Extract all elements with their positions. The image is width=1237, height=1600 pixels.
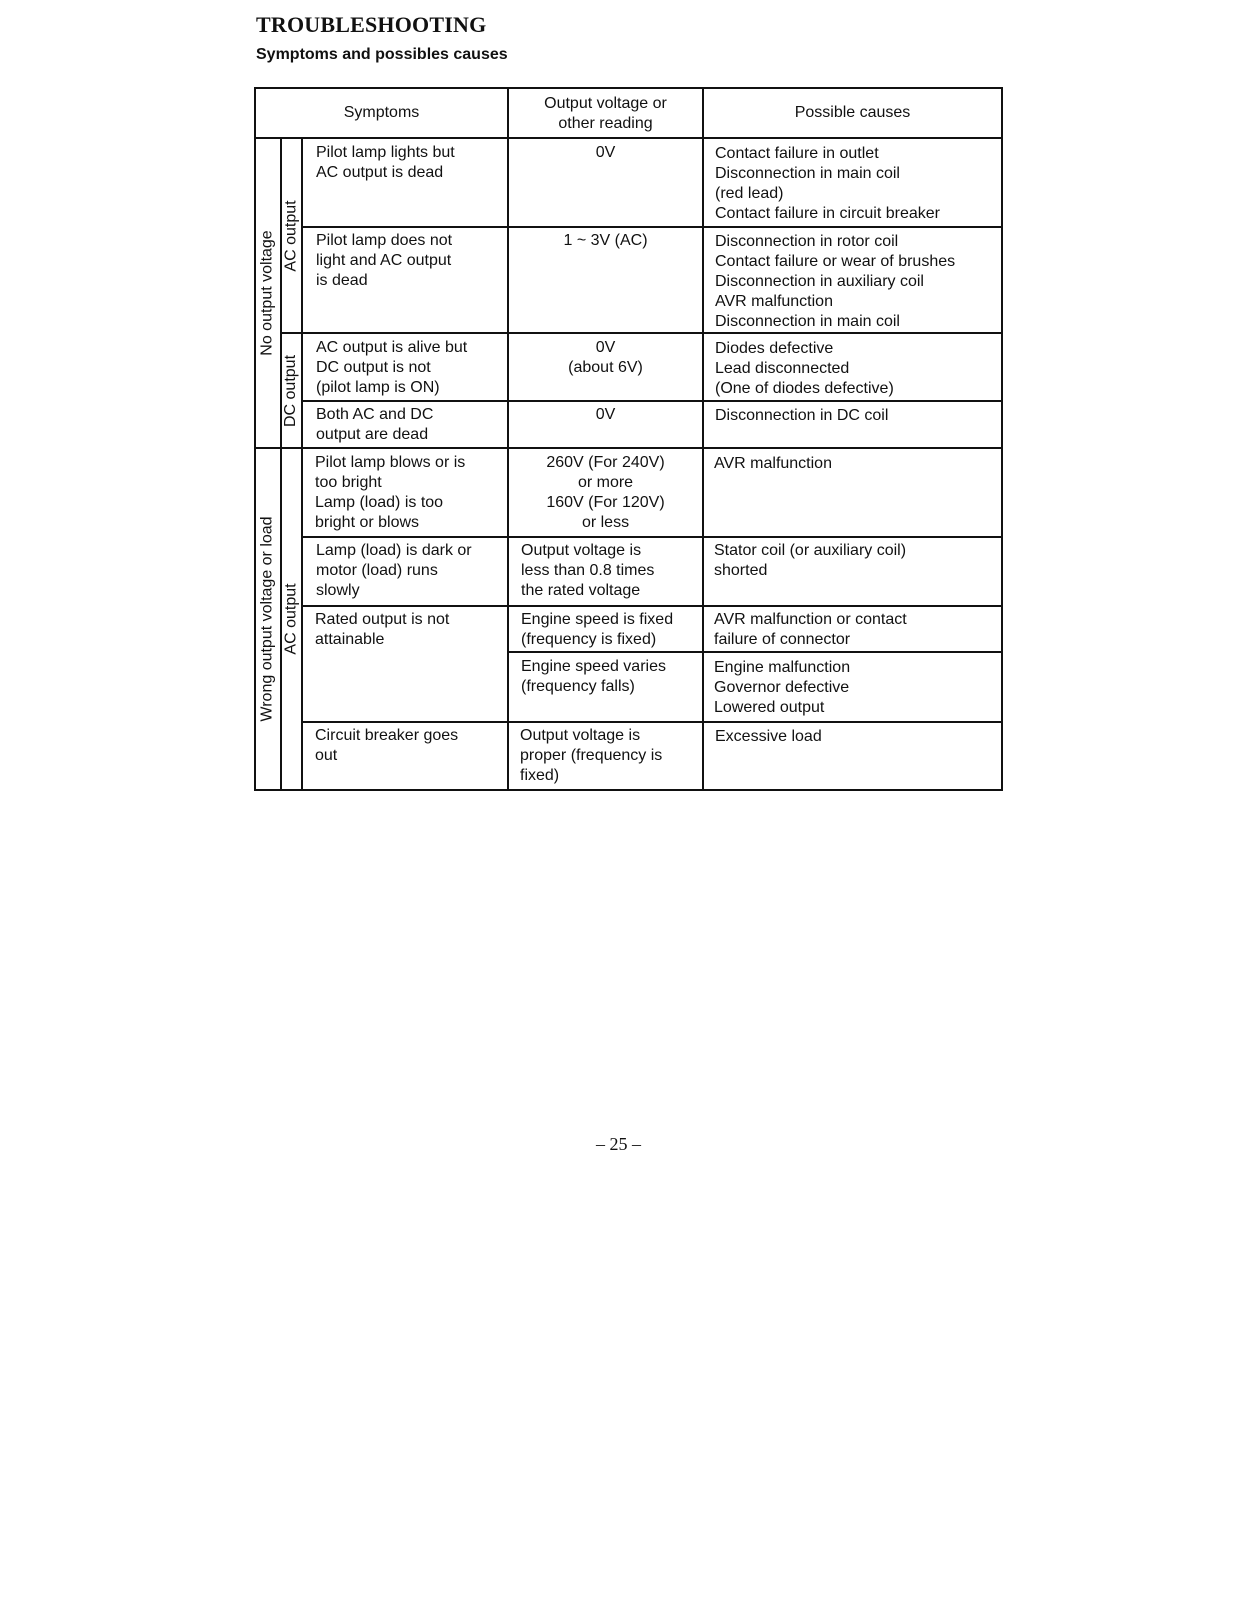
group-label-wrong-output: Wrong output voltage or load	[259, 516, 277, 722]
troubleshooting-table	[254, 87, 1003, 791]
divider-h-header	[256, 137, 1001, 139]
output-cell: Engine speed varies (frequency falls)	[521, 658, 666, 695]
subgroup-label-ac-output: AC output	[282, 199, 300, 272]
divider-v-output	[702, 89, 704, 789]
header-output: Output voltage or other reading	[544, 95, 667, 132]
symptom-cell: Pilot lamp does not light and AC output is dead	[316, 232, 453, 289]
divider-h-row7	[301, 721, 1001, 723]
causes-cell: AVR malfunction	[714, 455, 832, 472]
causes-cell: Engine malfunction Governor defective Lowered output	[714, 659, 851, 716]
causes-cell: Diodes defective Lead disconnected (One of diodes defective)	[715, 340, 894, 397]
symptom-cell: Rated output is not attainable	[315, 611, 450, 648]
divider-v-symptom	[507, 89, 509, 789]
symptom-cell: Lamp (load) is dark or motor (load) runs slowly	[316, 542, 472, 599]
output-cell: Engine speed is fixed (frequency is fixed)	[521, 611, 674, 648]
divider-v-subgroup	[301, 137, 303, 789]
page-number: – 25 –	[596, 1134, 641, 1154]
causes-cell: Contact failure in outlet Disconnection in main coil (red lead) Contact failure in circuit breaker	[715, 145, 940, 222]
divider-h-row5	[301, 536, 1001, 538]
output-cell: Output voltage is less than 0.8 times the rated voltage	[521, 542, 655, 599]
divider-h-group	[256, 447, 1001, 449]
subgroup-label-ac-output: AC output	[282, 583, 300, 655]
causes-cell: AVR malfunction or contact failure of connector	[714, 611, 907, 648]
divider-h-row7-split	[507, 651, 1001, 653]
group-label-no-output: No output voltage	[259, 230, 277, 356]
causes-cell: Excessive load	[715, 728, 822, 745]
output-cell: Output voltage is proper (frequency is fixed)	[520, 727, 663, 784]
causes-cell: Disconnection in rotor coil Contact failure or wear of brushes Disconnection in auxiliary coil AVR malfunction Disconnection in main coil	[715, 233, 956, 330]
symptom-cell: Pilot lamp blows or is too bright Lamp (load) is too bright or blows	[315, 454, 466, 531]
causes-cell: Stator coil (or auxiliary coil) shorted	[714, 542, 907, 579]
causes-cell: Disconnection in DC coil	[715, 407, 889, 424]
symptom-cell: Circuit breaker goes out	[315, 727, 459, 764]
output-cell: 1 ~ 3V (AC)	[563, 232, 648, 249]
output-cell: 260V (For 240V) or more 160V (For 120V) or less	[546, 454, 665, 531]
symptom-cell: Both AC and DC output are dead	[316, 406, 434, 443]
symptom-cell: AC output is alive but DC output is not (pilot lamp is ON)	[316, 339, 468, 396]
output-cell: 0V	[595, 144, 616, 161]
divider-h-row1	[301, 226, 1001, 228]
subgroup-label-dc-output: DC output	[282, 354, 300, 427]
divider-h-row3	[301, 400, 1001, 402]
page-subtitle: Symptoms and possibles causes	[256, 46, 508, 63]
divider-h-row6	[301, 605, 1001, 607]
divider-h-row2	[280, 332, 1001, 334]
output-cell: 0V (about 6V)	[568, 339, 643, 376]
page-title: TROUBLESHOOTING	[256, 12, 487, 37]
header-causes: Possible causes	[794, 104, 911, 121]
header-symptoms: Symptoms	[343, 104, 420, 121]
symptom-cell: Pilot lamp lights but AC output is dead	[316, 144, 455, 181]
output-cell: 0V	[595, 406, 616, 423]
